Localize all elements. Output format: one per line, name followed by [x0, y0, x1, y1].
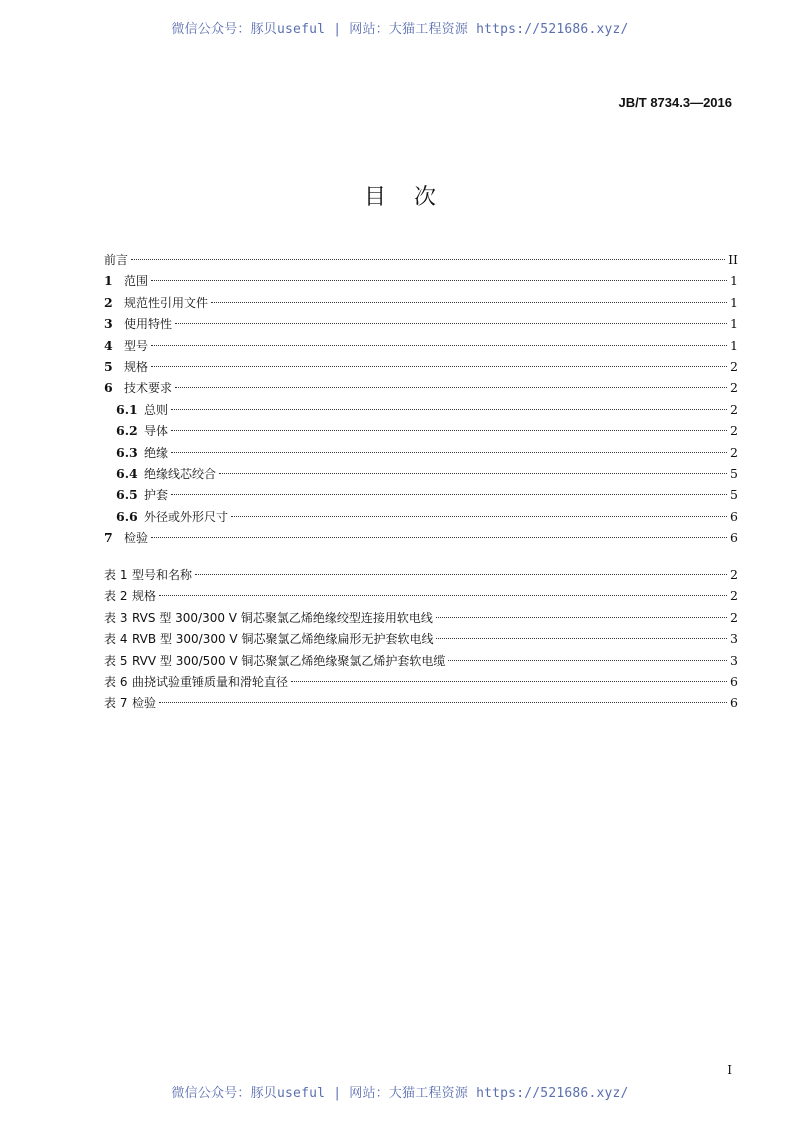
- toc-tables: [104, 564, 738, 714]
- toc-entry-number: 6.3: [116, 444, 138, 460]
- toc-entry-number: 6.4: [116, 465, 138, 481]
- toc-entry-number: 6.1: [116, 401, 138, 417]
- toc-entry-6-5[interactable]: [104, 484, 738, 505]
- dot-leader: [159, 595, 727, 596]
- toc-entry-1[interactable]: [104, 270, 738, 291]
- toc-table-3[interactable]: [104, 607, 738, 628]
- toc-entry-label: 型号: [124, 338, 149, 353]
- dot-leader: [151, 537, 727, 538]
- dot-leader: [151, 345, 727, 346]
- dot-leader: [436, 617, 727, 618]
- dot-leader: [171, 452, 727, 453]
- dot-leader: [219, 473, 727, 474]
- dot-leader: [448, 660, 727, 661]
- toc-entry-number: 7: [104, 530, 113, 546]
- toc-table-page: 6: [730, 673, 738, 689]
- toc-entry-label: 技术要求: [124, 381, 173, 396]
- toc-table-label: 型号和名称: [132, 568, 193, 582]
- toc-entry-page: 6: [730, 530, 738, 546]
- dot-leader: [171, 494, 727, 495]
- toc-entry-4[interactable]: [104, 335, 738, 356]
- toc-sections: [104, 249, 738, 548]
- dot-leader: [436, 638, 727, 639]
- dot-leader: [175, 387, 727, 388]
- toc-entry-label: 绝缘线芯绞合: [144, 466, 217, 481]
- toc-entry-number: 1: [104, 273, 113, 289]
- toc-entry-page: 1: [730, 337, 738, 353]
- toc-entry-foreword[interactable]: [104, 249, 738, 270]
- toc-entry-6-1[interactable]: [104, 399, 738, 420]
- toc-entry-page: 5: [730, 465, 738, 481]
- toc-entry-page: 1: [730, 273, 738, 289]
- toc-table-label: 曲挠试验重锤质量和滑轮直径: [132, 674, 289, 689]
- toc-entry-label: 前言: [104, 253, 129, 267]
- dot-leader: [151, 366, 727, 367]
- toc-entry-page: 2: [730, 444, 738, 460]
- toc-entry-label: 规格: [124, 359, 149, 374]
- toc-entry-6-4[interactable]: [104, 463, 738, 484]
- toc-table-number: 表 4: [104, 632, 128, 647]
- watermark-top: 微信公众号：豚贝useful | 网站：大猫工程资源 https://521686.xyz/: [171, 22, 629, 37]
- toc-entry-6-2[interactable]: [104, 420, 738, 441]
- toc-table-label: RVB 型 300/300 V 铜芯聚氯乙烯绝缘扁形无护套软电线: [132, 632, 434, 647]
- toc-entry-6[interactable]: [104, 377, 738, 398]
- toc-table-label: RVS 型 300/300 V 铜芯聚氯乙烯绝缘绞型连接用软电线: [132, 610, 433, 625]
- toc-table-number: 表 2: [104, 589, 128, 604]
- toc-table-number: 表 6: [104, 674, 128, 689]
- toc-table-page: 2: [730, 588, 738, 604]
- toc-table-7[interactable]: [104, 692, 738, 713]
- toc-entry-label: 检验: [124, 531, 149, 546]
- toc-entry-label: 护套: [144, 488, 169, 503]
- watermark-bottom: 微信公众号：豚贝useful | 网站：大猫工程资源 https://521686.xyz/: [171, 1086, 629, 1101]
- dot-leader: [131, 259, 725, 260]
- dot-leader: [211, 302, 727, 303]
- dot-leader: [175, 323, 727, 324]
- standard-code: JB/T 8734.3—2016: [618, 95, 732, 110]
- toc-table-number: 表 1: [104, 568, 128, 582]
- toc-entry-7[interactable]: [104, 527, 738, 548]
- toc-entry-page: 2: [730, 401, 738, 417]
- toc-entry-label: 总则: [144, 402, 169, 417]
- toc-table-number: 表 3: [104, 610, 128, 625]
- dot-leader: [291, 681, 727, 682]
- dot-leader: [171, 409, 727, 410]
- toc-table-label: 检验: [132, 696, 157, 711]
- toc-entry-number: 3: [104, 316, 113, 332]
- dot-leader: [159, 702, 727, 703]
- dot-leader: [151, 280, 727, 281]
- toc-table-number: 表 5: [104, 653, 128, 668]
- toc-entry-page: 6: [730, 508, 738, 524]
- toc-entry-label: 规范性引用文件: [124, 295, 209, 310]
- toc-entry-label: 绝缘: [144, 445, 169, 460]
- toc-entry-3[interactable]: [104, 313, 738, 334]
- dot-leader: [195, 574, 727, 575]
- toc-entry-6-6[interactable]: [104, 506, 738, 527]
- toc-table-page: 3: [730, 652, 738, 668]
- toc-table-page: 2: [730, 567, 738, 582]
- toc-table-2[interactable]: [104, 585, 738, 606]
- toc-entry-label: 外径或外形尺寸: [144, 509, 229, 524]
- toc-entry-number: 6: [104, 380, 113, 396]
- toc-table-page: 6: [730, 695, 738, 711]
- toc-table-page: 2: [730, 609, 738, 625]
- toc-table-1[interactable]: [104, 564, 738, 585]
- toc-entry-5[interactable]: [104, 356, 738, 377]
- toc-entry-page: 2: [730, 358, 738, 374]
- toc-entry-label: 使用特性: [124, 317, 173, 332]
- toc-table-5[interactable]: [104, 650, 738, 671]
- toc-entry-page: 1: [730, 316, 738, 332]
- toc-entry-label: 导体: [144, 424, 169, 439]
- toc-table-6[interactable]: [104, 671, 738, 692]
- toc-entry-label: 范围: [124, 274, 149, 289]
- toc-entry-number: 5: [104, 358, 113, 374]
- toc-entry-page: 5: [730, 487, 738, 503]
- toc-entry-page: 2: [730, 423, 738, 439]
- toc-entry-2[interactable]: [104, 292, 738, 313]
- toc-entry-6-3[interactable]: [104, 442, 738, 463]
- page-number: I: [727, 1063, 732, 1077]
- toc-table-label: RVV 型 300/500 V 铜芯聚氯乙烯绝缘聚氯乙烯护套软电缆: [132, 653, 446, 668]
- toc-entry-page: 1: [730, 294, 738, 310]
- toc-entry-number: 6.6: [116, 508, 138, 524]
- page-title: 目次: [363, 185, 464, 210]
- toc-entry-page: II: [728, 252, 738, 267]
- toc-entry-number: 4: [104, 337, 113, 353]
- toc-table-page: 3: [730, 631, 738, 647]
- toc-entry-number: 6.5: [116, 487, 138, 503]
- dot-leader: [171, 430, 727, 431]
- toc-entry-number: 6.2: [116, 423, 138, 439]
- toc-table-4[interactable]: [104, 628, 738, 649]
- toc-table-label: 规格: [132, 589, 157, 604]
- toc-table-number: 表 7: [104, 696, 128, 711]
- toc-entry-page: 2: [730, 380, 738, 396]
- dot-leader: [231, 516, 727, 517]
- toc-entry-number: 2: [104, 294, 113, 310]
